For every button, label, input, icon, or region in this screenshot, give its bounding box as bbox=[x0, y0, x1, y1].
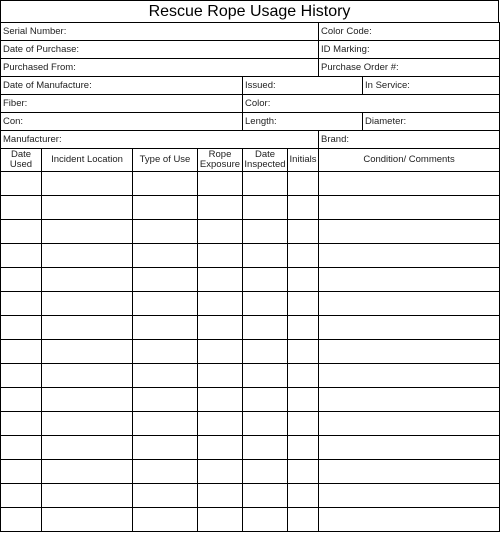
log-row bbox=[1, 292, 500, 316]
in-service-field[interactable]: In Service: bbox=[363, 77, 500, 95]
color-field[interactable]: Color: bbox=[243, 95, 500, 113]
rope-exposure-cell[interactable] bbox=[198, 196, 243, 220]
date-used-cell[interactable] bbox=[1, 388, 42, 412]
issued-field[interactable]: Issued: bbox=[243, 77, 363, 95]
initials-cell[interactable] bbox=[288, 484, 319, 508]
date-used-cell[interactable] bbox=[1, 460, 42, 484]
rope-exposure-cell[interactable] bbox=[198, 244, 243, 268]
col-condition-comments: Condition/ Comments bbox=[319, 149, 500, 172]
condition-comments-cell[interactable] bbox=[319, 340, 500, 364]
condition-comments-cell[interactable] bbox=[319, 220, 500, 244]
date-used-cell[interactable] bbox=[1, 484, 42, 508]
rope-exposure-cell[interactable] bbox=[198, 508, 243, 532]
date-of-purchase-field[interactable]: Date of Purchase: bbox=[1, 41, 319, 59]
initials-cell[interactable] bbox=[288, 436, 319, 460]
type-of-use-cell[interactable] bbox=[133, 196, 198, 220]
form-title: Rescue Rope Usage History bbox=[0, 0, 499, 22]
date-of-manufacture-field[interactable]: Date of Manufacture: bbox=[1, 77, 243, 95]
rope-exposure-cell[interactable] bbox=[198, 436, 243, 460]
col-initials: Initials bbox=[288, 149, 319, 172]
incident-location-cell[interactable] bbox=[42, 340, 133, 364]
incident-location-cell[interactable] bbox=[42, 412, 133, 436]
initials-cell[interactable] bbox=[288, 244, 319, 268]
incident-location-cell[interactable] bbox=[42, 484, 133, 508]
incident-location-cell[interactable] bbox=[42, 244, 133, 268]
type-of-use-cell[interactable] bbox=[133, 364, 198, 388]
rope-exposure-cell[interactable] bbox=[198, 388, 243, 412]
con-field[interactable]: Con: bbox=[1, 113, 243, 131]
rope-exposure-cell[interactable] bbox=[198, 340, 243, 364]
log-row bbox=[1, 412, 500, 436]
rope-exposure-cell[interactable] bbox=[198, 412, 243, 436]
date-used-cell[interactable] bbox=[1, 340, 42, 364]
col-date-used: Date Used bbox=[1, 149, 42, 172]
log-row bbox=[1, 172, 500, 196]
type-of-use-cell[interactable] bbox=[133, 388, 198, 412]
log-row bbox=[1, 220, 500, 244]
rope-exposure-cell[interactable] bbox=[198, 172, 243, 196]
date-used-cell[interactable] bbox=[1, 508, 42, 532]
id-marking-field[interactable]: ID Marking: bbox=[319, 41, 500, 59]
type-of-use-cell[interactable] bbox=[133, 412, 198, 436]
initials-cell[interactable] bbox=[288, 340, 319, 364]
initials-cell[interactable] bbox=[288, 460, 319, 484]
condition-comments-cell[interactable] bbox=[319, 364, 500, 388]
type-of-use-cell[interactable] bbox=[133, 292, 198, 316]
condition-comments-cell[interactable] bbox=[319, 508, 500, 532]
condition-comments-cell[interactable] bbox=[319, 412, 500, 436]
date-used-cell[interactable] bbox=[1, 364, 42, 388]
date-used-cell[interactable] bbox=[1, 292, 42, 316]
fiber-field[interactable]: Fiber: bbox=[1, 95, 243, 113]
type-of-use-cell[interactable] bbox=[133, 508, 198, 532]
initials-cell[interactable] bbox=[288, 172, 319, 196]
log-row bbox=[1, 484, 500, 508]
col-date-inspected: Date Inspected bbox=[244, 149, 286, 170]
incident-location-cell[interactable] bbox=[42, 364, 133, 388]
condition-comments-cell[interactable] bbox=[319, 172, 500, 196]
initials-cell[interactable] bbox=[288, 268, 319, 292]
brand-field[interactable]: Brand: bbox=[319, 131, 500, 149]
incident-location-cell[interactable] bbox=[42, 316, 133, 340]
serial-number-field[interactable]: Serial Number: bbox=[1, 23, 319, 41]
incident-location-cell[interactable] bbox=[42, 196, 133, 220]
date-inspected-cell[interactable] bbox=[243, 508, 288, 532]
incident-location-cell[interactable] bbox=[42, 292, 133, 316]
initials-cell[interactable] bbox=[288, 316, 319, 340]
rope-exposure-cell[interactable] bbox=[198, 484, 243, 508]
rope-exposure-cell[interactable] bbox=[198, 220, 243, 244]
purchase-order-field[interactable]: Purchase Order #: bbox=[319, 59, 500, 77]
condition-comments-cell[interactable] bbox=[319, 244, 500, 268]
condition-comments-cell[interactable] bbox=[319, 484, 500, 508]
date-used-cell[interactable] bbox=[1, 172, 42, 196]
date-inspected-cell[interactable] bbox=[243, 460, 288, 484]
log-header-row bbox=[1, 149, 500, 172]
date-inspected-cell[interactable] bbox=[243, 172, 288, 196]
condition-comments-cell[interactable] bbox=[319, 316, 500, 340]
initials-cell[interactable] bbox=[288, 292, 319, 316]
length-field[interactable]: Length: bbox=[243, 113, 363, 131]
condition-comments-cell[interactable] bbox=[319, 196, 500, 220]
manufacturer-field[interactable]: Manufacturer: bbox=[1, 131, 319, 149]
condition-comments-cell[interactable] bbox=[319, 388, 500, 412]
date-inspected-cell[interactable] bbox=[243, 364, 288, 388]
condition-comments-cell[interactable] bbox=[319, 292, 500, 316]
date-used-cell[interactable] bbox=[1, 196, 42, 220]
incident-location-cell[interactable] bbox=[42, 460, 133, 484]
rope-exposure-cell[interactable] bbox=[198, 268, 243, 292]
date-inspected-cell[interactable] bbox=[243, 292, 288, 316]
log-row bbox=[1, 388, 500, 412]
initials-cell[interactable] bbox=[288, 196, 319, 220]
col-rope-exposure: Rope Exposure bbox=[198, 149, 243, 172]
type-of-use-cell[interactable] bbox=[133, 316, 198, 340]
date-inspected-cell[interactable] bbox=[243, 244, 288, 268]
type-of-use-cell[interactable] bbox=[133, 268, 198, 292]
date-inspected-cell[interactable] bbox=[243, 436, 288, 460]
log-row bbox=[1, 508, 500, 532]
date-used-cell[interactable] bbox=[1, 244, 42, 268]
condition-comments-cell[interactable] bbox=[319, 460, 500, 484]
type-of-use-cell[interactable] bbox=[133, 436, 198, 460]
log-row bbox=[1, 364, 500, 388]
incident-location-cell[interactable] bbox=[42, 172, 133, 196]
incident-location-cell[interactable] bbox=[42, 508, 133, 532]
type-of-use-cell[interactable] bbox=[133, 460, 198, 484]
date-inspected-cell[interactable] bbox=[243, 388, 288, 412]
log-row bbox=[1, 460, 500, 484]
initials-cell[interactable] bbox=[288, 388, 319, 412]
condition-comments-cell[interactable] bbox=[319, 436, 500, 460]
date-used-cell[interactable] bbox=[1, 268, 42, 292]
rope-exposure-cell[interactable] bbox=[198, 460, 243, 484]
color-code-field[interactable]: Color Code: bbox=[319, 23, 500, 41]
log-row bbox=[1, 244, 500, 268]
log-row bbox=[1, 340, 500, 364]
initials-cell[interactable] bbox=[288, 412, 319, 436]
purchased-from-field[interactable]: Purchased From: bbox=[1, 59, 319, 77]
initials-cell[interactable] bbox=[288, 220, 319, 244]
initials-cell[interactable] bbox=[288, 364, 319, 388]
initials-cell[interactable] bbox=[288, 508, 319, 532]
log-row bbox=[1, 196, 500, 220]
type-of-use-cell[interactable] bbox=[133, 172, 198, 196]
date-inspected-cell[interactable] bbox=[243, 340, 288, 364]
incident-location-cell[interactable] bbox=[42, 220, 133, 244]
incident-location-cell[interactable] bbox=[42, 268, 133, 292]
date-inspected-cell[interactable] bbox=[243, 268, 288, 292]
type-of-use-cell[interactable] bbox=[133, 244, 198, 268]
log-row bbox=[1, 436, 500, 460]
col-type-of-use: Type of Use bbox=[133, 149, 198, 172]
date-inspected-cell[interactable] bbox=[243, 484, 288, 508]
rope-exposure-cell[interactable] bbox=[198, 292, 243, 316]
date-inspected-cell[interactable] bbox=[243, 196, 288, 220]
log-row bbox=[1, 316, 500, 340]
condition-comments-cell[interactable] bbox=[319, 268, 500, 292]
date-inspected-cell[interactable] bbox=[243, 412, 288, 436]
col-incident-location: Incident Location bbox=[42, 149, 133, 172]
incident-location-cell[interactable] bbox=[42, 436, 133, 460]
rope-exposure-cell[interactable] bbox=[198, 316, 243, 340]
incident-location-cell[interactable] bbox=[42, 388, 133, 412]
date-used-cell[interactable] bbox=[1, 316, 42, 340]
type-of-use-cell[interactable] bbox=[133, 484, 198, 508]
type-of-use-cell[interactable] bbox=[133, 340, 198, 364]
rope-exposure-cell[interactable] bbox=[198, 364, 243, 388]
diameter-field[interactable]: Diameter: bbox=[363, 113, 500, 131]
log-row bbox=[1, 268, 500, 292]
date-used-cell[interactable] bbox=[1, 412, 42, 436]
type-of-use-cell[interactable] bbox=[133, 220, 198, 244]
rope-info-and-log-table bbox=[0, 22, 500, 532]
date-inspected-cell[interactable] bbox=[243, 220, 288, 244]
date-used-cell[interactable] bbox=[1, 436, 42, 460]
date-used-cell[interactable] bbox=[1, 220, 42, 244]
date-inspected-cell[interactable] bbox=[243, 316, 288, 340]
